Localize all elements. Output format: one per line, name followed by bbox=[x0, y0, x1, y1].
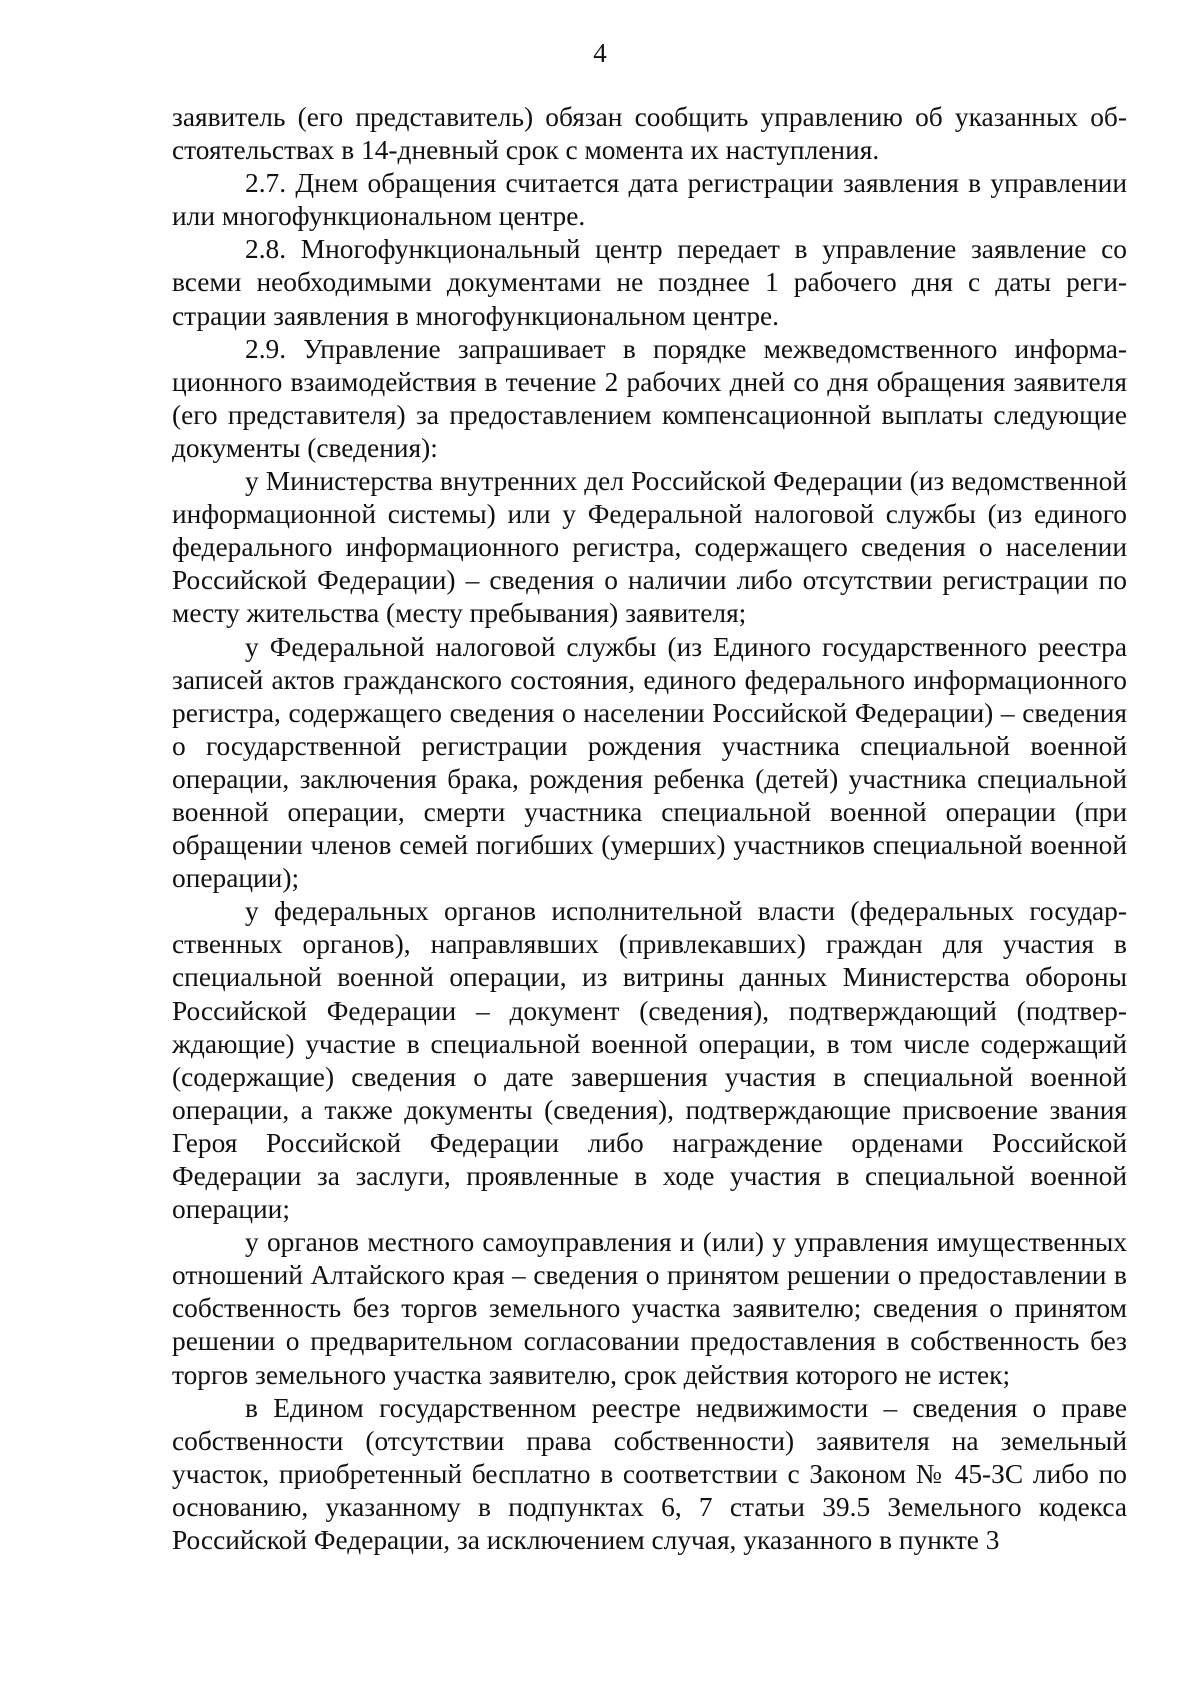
list-item-mvd: у Министерства внутренних дел Российской Федерации (из ведомственной информационной системы) или у Федеральной налоговой службы (из единого федерального информационного регистра, содержащего сведения о населении Российской Федерации) – сведения о наличии либо отсутствии регистрации по месту жительства (месту пребывания) заявителя; bbox=[172, 466, 1127, 629]
document-body bbox=[172, 101, 1127, 1557]
list-item-federal-organs: у федеральных органов исполнительной власти (федеральных государственных органов), направлявших (привлекавших) граждан для участия в специальной военной операции, из витрины данных Министерства обороны Российской Федерации – документ (сведения), подтверждающий (подтверждающие) участие в специальной военной операции, в том числе содержащий (содержащие) сведения о дате завершения участия в специальной военной операции, а также документы (сведения), подтверждающие присвоение звания Героя Российской Федерации либо награждение орденами Российской Федерации за заслуги, проявленные в ходе участия в специальной военной операции; bbox=[172, 896, 1127, 1225]
list-item-real-estate-registry: в Едином государственном реестре недвижимости – сведения о праве собственности (отсутствии права собственности) заявителя на земельный участок, приобретенный бесплатно в соответствии с Законом № 45-ЗС либо по основанию, указанному в подпунктах 6, 7 статьи 39.5 Земельного кодекса Российской Федерации, за исключением случая, указанного в пункте 3 bbox=[172, 1392, 1127, 1556]
paragraph-continuation: заявитель (его представитель) обязан сообщить управлению об указанных обстоятельствах в 14-дневный срок с момента их наступления. bbox=[172, 102, 1127, 166]
paragraph-2-7: 2.7. Днем обращения считается дата регистрации заявления в управлении или многофункциональном центре. bbox=[172, 168, 1127, 232]
paragraph-2-8: 2.8. Многофункциональный центр передает в управление заявление со всеми необходимыми документами не позднее 1 рабочего дня с даты регистрации заявления в многофункциональном центре. bbox=[172, 234, 1127, 331]
list-item-local-government: у органов местного самоуправления и (или) у управления имущественных отношений Алтайского края – сведения о принятом решении о предоставлении в собственность без торгов земельного участка заявителю; сведения о принятом решении о предварительном согласовании предоставления в собственность без торгов земельного участка заявителю, срок действия которого не истек; bbox=[172, 1227, 1127, 1390]
page-number: 4 bbox=[593, 38, 607, 68]
paragraph-2-9: 2.9. Управление запрашивает в порядке межведомственного информационного взаимодействия в течение 2 рабочих дней со дня обращения заявителя (его представителя) за предоставлением компенсационной выплаты следующие документы (сведения): bbox=[172, 333, 1127, 463]
list-item-fns: у Федеральной налоговой службы (из Единого государственного реестра записей актов гражданского состояния, единого федерального информационного регистра, содержащего сведения о населении Российской Федерации) – сведения о государственной регистрации рождения участника специальной военной операции, заключения брака, рождения ребенка (детей) участника специальной военной операции, смерти участника специальной военной операции (при обращении членов семей погибших (умерших) участников специальной военной операции); bbox=[172, 631, 1127, 894]
